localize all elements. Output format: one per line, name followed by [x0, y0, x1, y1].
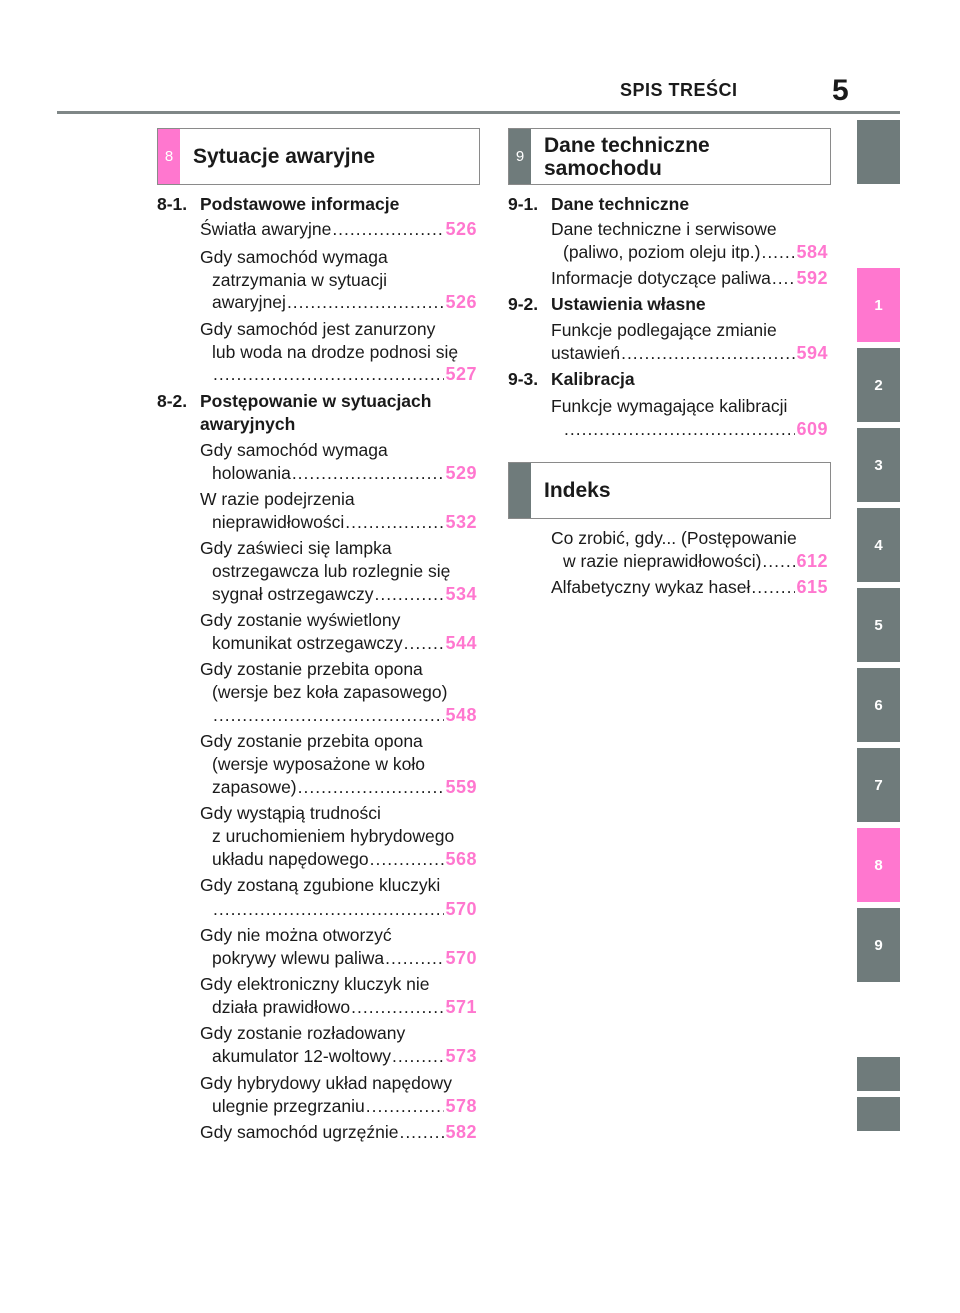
page-ref: 526 — [445, 219, 477, 239]
toc-entry-8-2-4[interactable]: komunikat ostrzegawczy ..... 544 — [212, 633, 477, 654]
page-ref: 573 — [445, 1046, 477, 1066]
page-ref: 568 — [445, 849, 477, 869]
side-tab-blank-1 — [857, 1057, 900, 1091]
toc-entry-text: Gdy zostanie przebita opona — [200, 659, 423, 679]
toc-entry-text: Gdy zostaną zgubione kluczyki — [200, 875, 441, 895]
section-9-heading — [508, 128, 831, 185]
page-ref: 570 — [445, 948, 477, 968]
toc-entry-8-2-3[interactable]: sygnał ostrzegawczy ..... 534 — [212, 584, 477, 605]
toc-entry-9-2-1[interactable]: ustawień ..... 594 — [551, 343, 828, 364]
toc-entry-9-1-2[interactable]: Informacje dotyczące paliwa ..... 592 — [551, 268, 828, 289]
side-tab-blank-top — [857, 120, 900, 184]
page-ref: 570 — [445, 899, 477, 919]
toc-entry-8-2-11[interactable]: akumulator 12-woltowy ..... 573 — [212, 1046, 477, 1067]
toc-entry-8-2-9[interactable]: pokrywy wlewu paliwa ..... 570 — [212, 948, 477, 969]
section-9-title-cont: samochodu — [544, 156, 662, 180]
toc-entry-text: (wersje wyposażone w koło — [212, 754, 426, 774]
side-tab-8[interactable]: 8 — [857, 828, 900, 902]
toc-entry-9-1-1[interactable]: (paliwo, poziom oleju itp.) ..... 584 — [563, 242, 828, 263]
toc-entry-text: Funkcje wymagające kalibracji — [551, 396, 788, 416]
page-ref: 544 — [445, 633, 477, 653]
page-ref: 584 — [796, 242, 828, 262]
page-ref: 548 — [445, 705, 477, 725]
toc-entry-8-2-1[interactable]: holowania ..... 529 — [212, 463, 477, 484]
page-ref: 527 — [445, 364, 477, 384]
side-tab-6[interactable]: 6 — [857, 668, 900, 742]
toc-entry-text: Gdy elektroniczny kluczyk nie — [200, 974, 430, 994]
subsection-8-2-title-cont: awaryjnych — [200, 414, 296, 434]
toc-entry-8-2-7[interactable]: układu napędowego ..... 568 — [212, 849, 477, 870]
side-tab-blank-2 — [857, 1097, 900, 1131]
toc-entry-text: Gdy zostanie rozładowany — [200, 1023, 406, 1043]
subsection-9-3-title: Kalibracja — [551, 369, 635, 389]
toc-entry-text: Gdy samochód jest zanurzony — [200, 319, 436, 339]
page-number: 5 — [832, 74, 849, 107]
toc-entry-text: Gdy zaświeci się lampka — [200, 538, 392, 558]
page-ref: 582 — [445, 1122, 477, 1142]
page-ref: 526 — [445, 292, 477, 312]
toc-entry-text: Gdy zostanie wyświetlony — [200, 610, 401, 630]
page-ref: 534 — [445, 584, 477, 604]
toc-entry-text: W razie podejrzenia — [200, 489, 355, 509]
side-tab-7[interactable]: 7 — [857, 748, 900, 822]
toc-entry-8-2-8[interactable] — [212, 899, 477, 920]
page-ref: 594 — [796, 343, 828, 363]
section-8-tab: 8 — [158, 129, 180, 184]
toc-entry-8-2-13[interactable]: Gdy samochód ugrzęźnie ..... 582 — [200, 1122, 477, 1143]
page-ref: 532 — [445, 512, 477, 532]
toc-entry-8-2-12[interactable]: ulegnie przegrzaniu ..... 578 — [212, 1096, 477, 1117]
subsection-8-1-title: Podstawowe informacje — [200, 194, 400, 214]
subsection-9-1-number: 9-1. — [508, 194, 539, 214]
index-title: Indeks — [544, 479, 611, 502]
side-tab-9[interactable]: 9 — [857, 908, 900, 982]
subsection-8-1-number: 8-1. — [157, 194, 188, 214]
toc-entry-text: Gdy zostanie przebita opona — [200, 731, 423, 751]
page-ref: 615 — [796, 577, 828, 597]
header-rule — [57, 111, 900, 114]
page-ref: 529 — [445, 463, 477, 483]
toc-entry-text: (wersje bez koła zapasowego) — [212, 682, 448, 702]
side-tab-4[interactable]: 4 — [857, 508, 900, 582]
toc-entry-text: Funkcje podlegające zmianie — [551, 320, 777, 340]
index-tab — [509, 463, 531, 518]
toc-entry-text: lub woda na drodze podnosi się — [212, 342, 459, 362]
toc-entry-text: ostrzegawcza lub rozlegnie się — [212, 561, 451, 581]
page-ref: 612 — [796, 551, 828, 571]
toc-entry-8-2-10[interactable]: działa prawidłowo ..... 571 — [212, 997, 477, 1018]
subsection-8-2-title: Postępowanie w sytuacjach — [200, 391, 432, 411]
side-tab-3[interactable]: 3 — [857, 428, 900, 502]
section-8-title: Sytuacje awaryjne — [193, 145, 376, 168]
page-ref: 571 — [445, 997, 477, 1017]
index-heading — [508, 462, 831, 519]
page-ref: 559 — [445, 777, 477, 797]
page-ref: 592 — [796, 268, 828, 288]
toc-entry-text: Dane techniczne i serwisowe — [551, 219, 777, 239]
subsection-9-2-number: 9-2. — [508, 294, 539, 314]
toc-entry-text: z uruchomieniem hybrydowego — [212, 826, 455, 846]
running-header-title: SPIS TREŚCI — [620, 80, 738, 100]
toc-entry-text: Gdy samochód wymaga — [200, 440, 388, 460]
toc-entry-8-1-3[interactable] — [212, 364, 477, 385]
toc-entry-8-2-2[interactable]: nieprawidłowości ..... 532 — [212, 512, 477, 533]
toc-entry-8-2-5[interactable] — [212, 705, 477, 726]
toc-entry-9-3-1[interactable] — [563, 419, 828, 440]
section-8-heading — [157, 128, 480, 185]
toc-entry-index-1[interactable]: w razie nieprawidłowości) ..... 612 — [563, 551, 828, 572]
page-ref: 578 — [445, 1096, 477, 1116]
toc-entry-text: zatrzymania w sytuacji — [212, 270, 388, 290]
toc-entry-text: Gdy nie można otworzyć — [200, 925, 392, 945]
subsection-9-1-title: Dane techniczne — [551, 194, 690, 214]
toc-entry-text: Co zrobić, gdy... (Postępowanie — [551, 528, 797, 548]
side-tab-1[interactable]: 1 — [857, 268, 900, 342]
side-tab-2[interactable]: 2 — [857, 348, 900, 422]
toc-entry-text: Gdy samochód wymaga — [200, 247, 388, 267]
toc-entry-8-1-1[interactable]: Światła awaryjne ..... 526 — [200, 219, 477, 240]
subsection-9-3-number: 9-3. — [508, 369, 539, 389]
section-9-tab: 9 — [509, 129, 531, 184]
section-9-title: Dane techniczne — [544, 133, 710, 157]
toc-entry-8-2-6[interactable]: zapasowe) ..... 559 — [212, 777, 477, 798]
toc-entry-index-2[interactable]: Alfabetyczny wykaz haseł ..... 615 — [551, 577, 828, 598]
side-tab-5[interactable]: 5 — [857, 588, 900, 662]
subsection-9-2-title: Ustawienia własne — [551, 294, 706, 314]
toc-entry-8-1-2[interactable]: awaryjnej ..... 526 — [212, 292, 477, 313]
page-ref: 609 — [796, 419, 828, 439]
subsection-8-2-number: 8-2. — [157, 391, 188, 411]
toc-entry-text: Gdy wystąpią trudności — [200, 803, 381, 823]
toc-entry-text: Gdy hybrydowy układ napędowy — [200, 1073, 452, 1093]
